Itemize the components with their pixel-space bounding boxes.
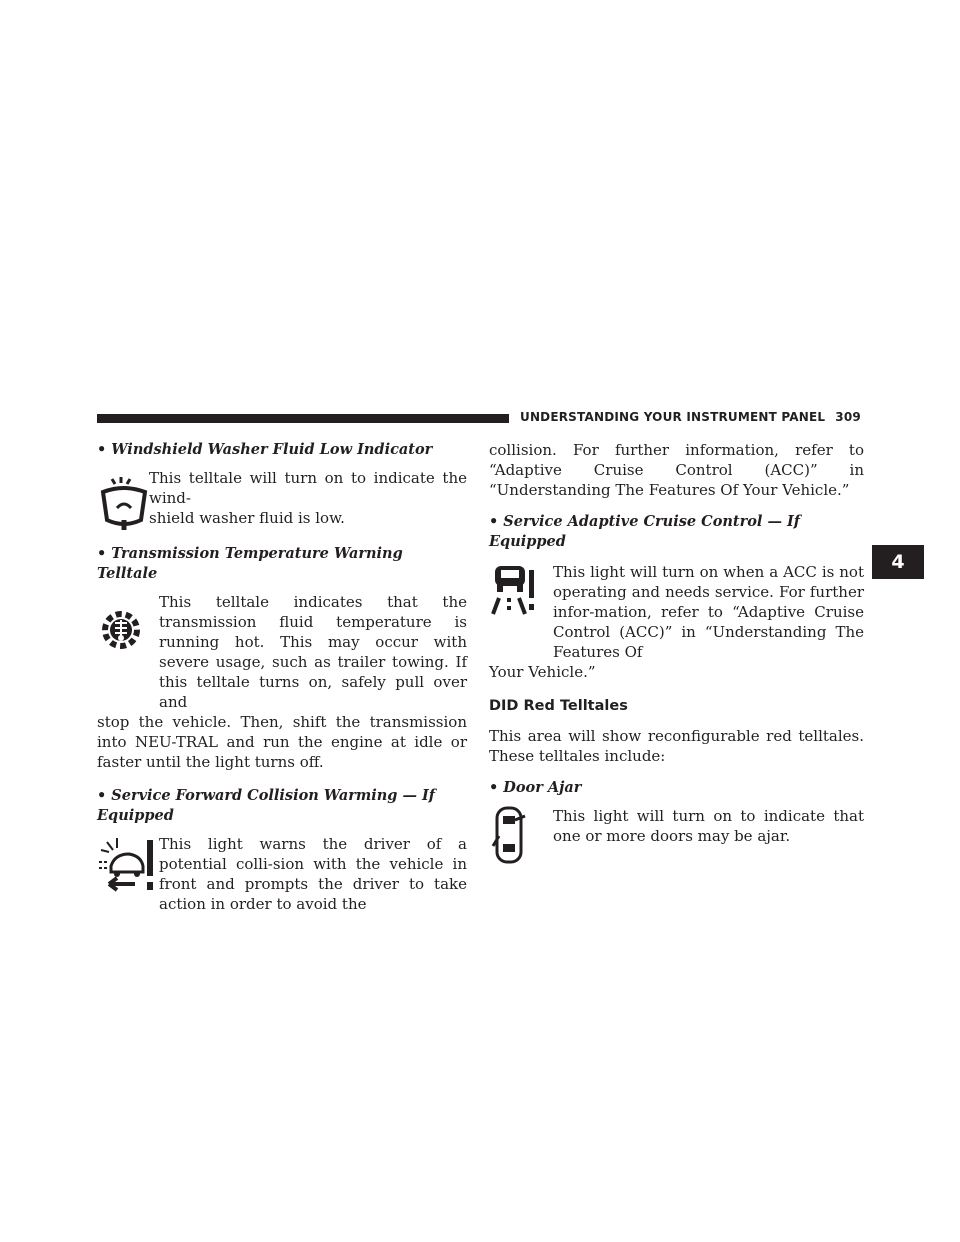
transmission-telltale bbox=[97, 592, 467, 712]
bullet-collision: • Service Forward Collision Warming — If Equipped bbox=[97, 787, 436, 824]
header-rule bbox=[97, 414, 509, 423]
adaptive-cruise-control-icon bbox=[489, 564, 537, 616]
red-telltales-intro: This area will show reconfigurable red telltales. These telltales include: bbox=[489, 727, 864, 765]
washer-title: Windshield Washer Fluid Low Indicator bbox=[111, 441, 433, 458]
door-telltale bbox=[489, 806, 864, 866]
door-body: This light will turn on to indicate that one or more doors may be ajar. bbox=[553, 807, 864, 845]
collision-telltale bbox=[97, 834, 467, 914]
right-column bbox=[489, 440, 864, 866]
forward-collision-warning-icon bbox=[97, 836, 157, 894]
collision-continued: collision. For further information, refer to “Adaptive Cruise Control (ACC)” in “Understanding The Features Of Your Vehicle.” bbox=[489, 441, 864, 499]
bullet-transmission: • Transmission Temperature Warning Telltale bbox=[97, 545, 403, 582]
acc-telltale bbox=[489, 562, 864, 662]
bullet-washer: • Windshield Washer Fluid Low Indicator bbox=[97, 441, 433, 458]
left-column bbox=[97, 440, 467, 914]
bullet-door: • Door Ajar bbox=[489, 779, 582, 796]
acc-continued: Your Vehicle.” bbox=[489, 663, 596, 681]
collision-title: Service Forward Collision Warming — If Equipped bbox=[97, 787, 436, 824]
acc-body: This light will turn on when a ACC is not operating and needs service. For further infor-mation, refer to “Adaptive Cruise Control (ACC)” in “Understanding The Features Of bbox=[553, 563, 864, 661]
page-number: 309 bbox=[835, 410, 861, 424]
washer-line-1: This telltale will turn on to indicate the wind- bbox=[149, 469, 467, 507]
chapter-tab[interactable]: 4 bbox=[872, 545, 924, 579]
transmission-continued: stop the vehicle. Then, shift the transmission into NEU-TRAL and run the engine at idle or faster until the light turns off. bbox=[97, 713, 467, 771]
acc-title: Service Adaptive Cruise Control — If Equipped bbox=[489, 513, 801, 550]
section-title: UNDERSTANDING YOUR INSTRUMENT PANEL bbox=[520, 410, 826, 424]
transmission-body: This telltale indicates that the transmission fluid temperature is running hot. This may occur with severe usage, such as trailer towing. If this telltale turns on, safely pull over and bbox=[159, 593, 467, 711]
washer-line-2: shield washer fluid is low. bbox=[149, 509, 345, 527]
transmission-temperature-icon bbox=[97, 606, 147, 656]
transmission-title: Transmission Temperature Warning Telltale bbox=[97, 545, 403, 582]
windshield-washer-icon bbox=[97, 474, 151, 532]
bullet-acc: • Service Adaptive Cruise Control — If Equipped bbox=[489, 513, 801, 550]
running-header bbox=[520, 410, 861, 424]
washer-telltale bbox=[97, 468, 467, 534]
collision-body: This light warns the driver of a potential colli-sion with the vehicle in front and prompts the driver to take action in order to avoid the bbox=[159, 835, 467, 913]
door-title: Door Ajar bbox=[503, 779, 582, 796]
section-heading-red-telltales: DID Red Telltales bbox=[489, 698, 628, 714]
door-ajar-icon bbox=[489, 806, 529, 866]
